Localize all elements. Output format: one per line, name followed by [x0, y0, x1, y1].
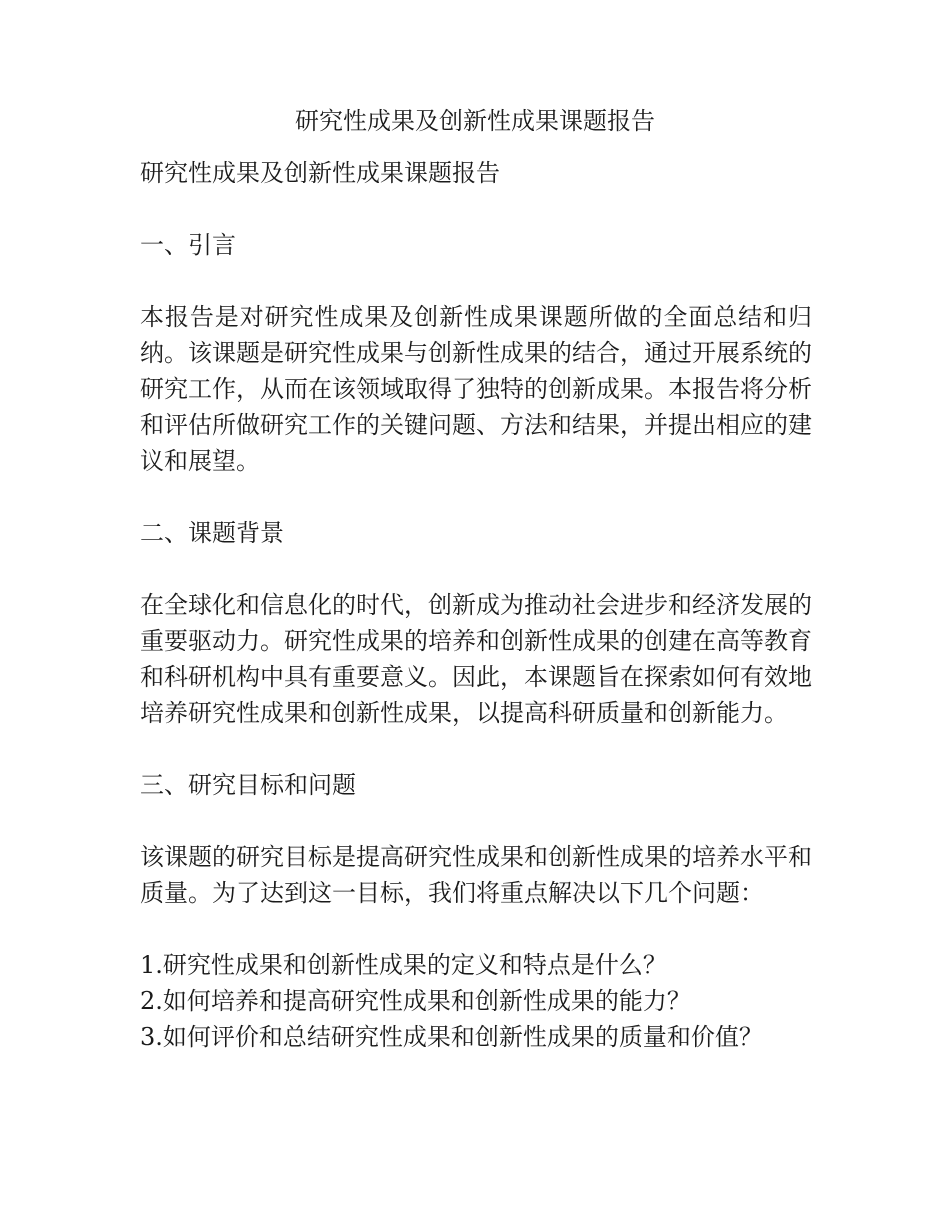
section-heading-intro: 一、引言 [140, 231, 236, 259]
section-body-goals: 该课题的研究目标是提高研究性成果和创新性成果的培养水平和质量。为了达到这一目标，我们将重点解决以下几个问题： [140, 843, 812, 907]
section-heading-background: 二、课题背景 [140, 519, 284, 547]
document-title: 研究性成果及创新性成果课题报告 [295, 107, 655, 135]
section-body-background: 在全球化和信息化的时代，创新成为推动社会进步和经济发展的重要驱动力。研究性成果的培养和创新性成果的创建在高等教育和科研机构中具有重要意义。因此，本课题旨在探索如何有效地培养研究性成果和创新性成果，以提高科研质量和创新能力。 [140, 591, 812, 727]
question-item-3: 3.如何评价和总结研究性成果和创新性成果的质量和价值？ [140, 1023, 763, 1051]
question-item-2: 2.如何培养和提高研究性成果和创新性成果的能力？ [140, 987, 691, 1015]
question-item-1: 1.研究性成果和创新性成果的定义和特点是什么？ [140, 951, 667, 979]
section-body-intro: 本报告是对研究性成果及创新性成果课题所做的全面总结和归纳。该课题是研究性成果与创新性成果的结合，通过开展系统的研究工作，从而在该领域取得了独特的创新成果。本报告将分析和评估所做研究工作的关键问题、方法和结果，并提出相应的建议和展望。 [140, 303, 812, 475]
section-heading-goals: 三、研究目标和问题 [140, 771, 356, 799]
document-subtitle: 研究性成果及创新性成果课题报告 [140, 159, 500, 187]
document-body [140, 155, 812, 1055]
